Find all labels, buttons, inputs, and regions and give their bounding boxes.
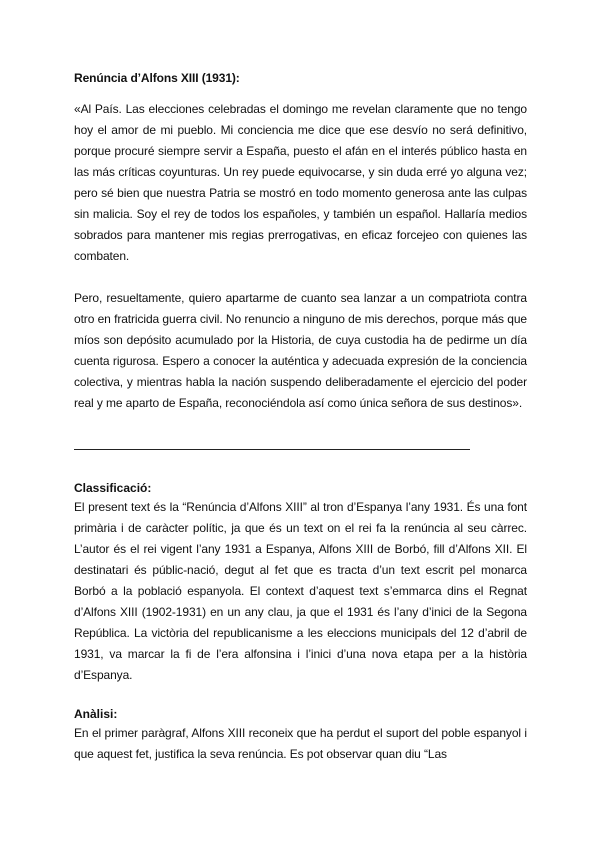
analysis-text: En el primer paràgraf, Alfons XIII reconeix que ha perdut el suport del poble espanyol i que aquest fet, justifica la seva renúncia. Es pot observar quan diu “Las [74,726,527,761]
separator-line [74,449,470,450]
classification-text: El present text és la “Renúncia d’Alfons XIII” al tron d’Espanya l’any 1931. És una font primària i de caràcter polític, ja que és un text on el rei fa la renúncia al seu càrrec. L’autor és el rei vigent l’any 1931 a Espanya, Alfons XIII de Borbó, fill d’Alfons XII. El destinatari és públic-nació, degut al fet que es tracta d’un text escrit pel monarca Borbó a la població espanyola. El context d’aquest text s’emmarca dins el Regnat d’Alfons XIII (1902-1931) en un any clau, ja que el 1931 és l’any d’inici de la Segona República. La victòria del republicanisme a les eleccions municipals del 12 d’abril de 1931, va marcar la fi de l’era alfonsina i l’inici d’una nova etapa per a la història d’Espanya. [74,500,527,682]
analysis-heading: Anàlisi: [74,707,118,721]
quote-paragraph-2: Pero, resueltamente, quiero apartarme de cuanto sea lanzar a un compatriota contra otro en fratricida guerra civil. No renuncio a ninguno de mis derechos, porque más que míos son depósito acumulado por la Historia, de cuya custodia ha de pedirme un día cuenta rigurosa. Espero a conocer la auténtica y adecuada expresión de la conciencia colectiva, y mientras habla la nación suspendo deliberadamente el ejercicio del poder real y me aparto de España, reconociéndola así como única señora de sus destinos». [74,291,527,410]
document-title: Renúncia d’Alfons XIII (1931): [74,71,240,85]
classification-heading: Classificació: [74,481,152,495]
quote-paragraph-1: «Al País. Las elecciones celebradas el domingo me revelan claramente que no tengo hoy el amor de mi pueblo. Mi conciencia me dice que ese desvío no será definitivo, porque procuré siempre servir a España, puesto el afán en el interés público hasta en las más críticas coyunturas. Un rey puede equivocarse, y sin duda erré yo alguna vez; pero sé bien que nuestra Patria se mostró en todo momento generosa ante las culpas sin malicia. Soy el rey de todos los españoles, y también un español. Hallaría medios sobrados para mantener mis regias prerrogativas, en eficaz forcejeo con quienes las combaten. [74,102,527,263]
